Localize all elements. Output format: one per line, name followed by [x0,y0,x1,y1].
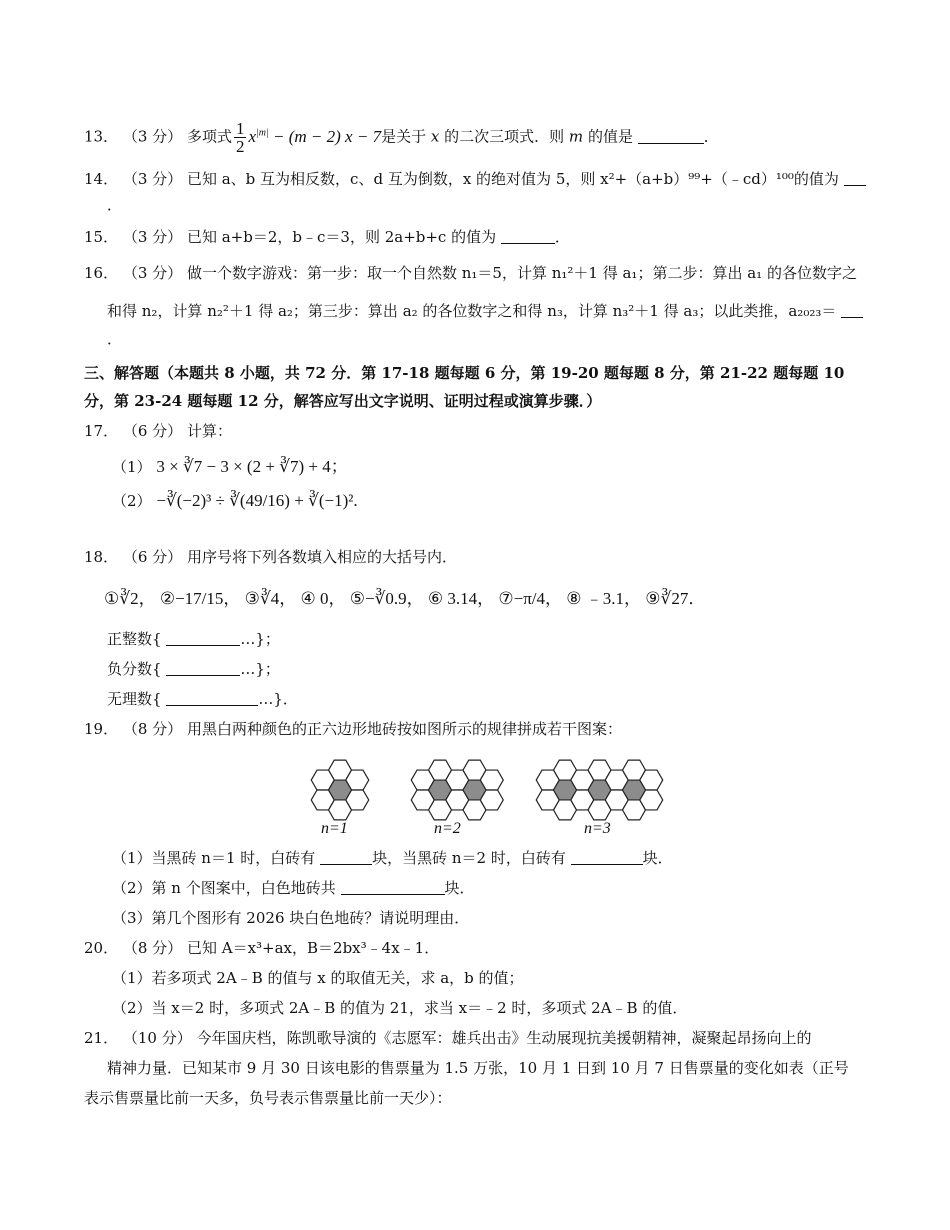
figure-label-n1: n=1 [321,820,348,837]
q14-answer-blank[interactable] [844,171,866,186]
q14-score: （3 分） [122,170,183,188]
q13-polynomial: $x^{|m|} - (m - 2) x - 7$ [248,126,382,146]
q15-text: 已知 a+b＝2，b﹣c＝3，则 2a+b+c 的值为 [186,228,497,246]
q16-line2: 和得 n₂，计算 n₂²＋1 得 a₂；第三步：算出 a₂ 的各位数字之和得 n₃，计算 n₃²＋1 得 a₃；以此类推，a₂₀₂₃＝ [107,302,837,320]
q18-number-list: ①∛2， ②−17/15， ③∛4， ④ 0， ⑤−∛0.9， ⑥ 3.14， ⑦−π/4， ⑧ ﹣3.1， ⑨∛27． [104,589,706,608]
q18-blank-positive-integers[interactable] [166,631,240,646]
q19-blank-1[interactable] [320,850,372,865]
q20-part1: （1）若多项式 2A﹣B 的值与 x 的取值无关，求 a，b 的值； [112,969,524,987]
black-hex-tile [623,780,646,800]
q20-part2: （2）当 x＝2 时，多项式 2A﹣B 的值为 21，求当 x＝﹣2 时，多项式 2A﹣B 的值． [112,999,688,1017]
q14-number: 14． [84,170,119,188]
q18-item: ④ 0 [300,589,329,608]
q16-end: ． [107,330,123,348]
q18-item: ⑥ 3.14 [427,589,478,608]
q18-item: ⑨∛27 [645,589,689,608]
q21-line2: 精神力量．已知某市 9 月 30 日该电影的售票量为 1.5 万张，10 月 1 日到 10 月 7 日售票量的变化如表（正号 [107,1059,849,1077]
q13-number: 13． [84,127,119,146]
q21-line3: 表示售票量比前一天多，负号表示售票量比前一天少）： [84,1089,452,1107]
q16-answer-blank[interactable] [841,303,863,318]
question-16 [84,262,857,283]
q21-score: （10 分） [122,1029,192,1047]
q18-item: ⑦−π/4 [498,589,546,608]
question-21 [84,1027,812,1048]
q16-number: 16． [84,264,119,282]
q18-number: 18． [84,548,119,566]
black-hex-tile [554,780,577,800]
q14-text: 已知 a、b 互为相反数，c、d 互为倒数，x 的绝对值为 5，则 x²+（a+b）⁹⁹+（﹣cd）¹⁰⁰的值为 [186,170,839,188]
q19-score: （8 分） [122,720,183,738]
q18-item: ⑧ ﹣3.1 [566,589,625,608]
q18-blank-negative-fractions[interactable] [166,661,240,676]
question-20 [84,937,439,958]
q18-positive-integers: 正整数{ …}； [107,630,280,648]
question-13: 13． （3 分） 多项式 $\frac{1}{2}$ $x^{|m|} - (m - 2) x - 7$是关于 x 的二次三项式．则 m 的值是 ． [84,119,719,156]
q18-item: ①∛2 [104,589,139,608]
q17-part1-expression: 3 × ∛7 − 3 × (2 + ∛7) + 4； [156,457,348,476]
question-15: 15． （3 分） 已知 a+b＝2，b﹣c＝3，则 2a+b+c 的值为 ． [84,228,570,246]
q18-irrationals: 无理数{ …}． [107,690,298,708]
q17-text: 计算： [186,422,232,440]
q18-item: ②−17/15 [159,589,224,608]
black-hex-tile [463,780,486,800]
black-hex-tile [429,780,452,800]
figure-label-n2: n=2 [434,820,461,837]
q17-part2: （2） −∛(−2)³ ÷ ∛(49/16) + ∛(−1)². [112,491,358,510]
q19-text: 用黑白两种颜色的正六边形地砖按如图所示的规律拼成若干图案： [186,720,622,738]
q18-item: ③∛4 [244,589,280,608]
q19-number: 19． [84,720,119,738]
section-3-header-line2: 分，第 23-24 题每题 12 分，解答应写出文字说明、证明过程或演算步骤．） [84,392,602,410]
question-18 [84,546,457,567]
q16-line2-wrap [107,300,863,321]
q18-blank-irrationals[interactable] [166,691,258,706]
q13-text: 多项式 [186,127,232,146]
q17-part2-expression: −∛(−2)³ ÷ ∛(49/16) + ∛(−1)². [156,491,358,510]
q15-number: 15． [84,228,119,246]
q15-score: （3 分） [122,228,183,246]
q19-blank-2[interactable] [571,850,643,865]
question-14 [84,168,866,189]
question-17 [84,420,232,441]
black-hex-tile [588,780,611,800]
q20-number: 20． [84,939,119,957]
q13-fraction: $\frac{1}{2}$ [235,119,245,156]
q19-blank-3[interactable] [341,880,445,895]
question-19 [84,718,622,739]
q16-score: （3 分） [122,264,183,282]
q17-score: （6 分） [122,422,183,440]
q13-answer-blank[interactable] [638,129,704,144]
q21-line1: 今年国庆档，陈凯歌导演的《志愿军：雄兵出击》生动展现抗美援朝精神，凝聚起昂扬向上的 [196,1029,812,1047]
q20-score: （8 分） [122,939,183,957]
q18-negative-fractions: 负分数{ …}； [107,660,280,678]
q15-answer-blank[interactable] [501,229,555,244]
q18-item: ⑤−∛0.9 [349,589,407,608]
section-3-header-line1: 三、解答题（本题共 8 小题，共 72 分．第 17-18 题每题 6 分，第 19-20 题每题 8 分，第 21-22 题每题 10 [84,364,845,382]
q18-score: （6 分） [122,548,183,566]
figure-label-n3: n=3 [584,820,611,837]
q17-part1: （1） 3 × ∛7 − 3 × (2 + ∛7) + 4； [112,457,348,476]
q18-text: 用序号将下列各数填入相应的大括号内． [186,548,457,566]
q17-number: 17． [84,422,119,440]
q14-end: ． [107,196,123,214]
q16-line1: 做一个数字游戏：第一步：取一个自然数 n₁＝5，计算 n₁²＋1 得 a₁；第二步：算出 a₁ 的各位数字之 [186,264,857,282]
q21-number: 21． [84,1029,119,1047]
black-hex-tile [329,780,352,800]
q19-part2: （2）第 n 个图案中，白色地砖共 块． [112,879,475,897]
q13-score: （3 分） [122,127,183,146]
q19-part1: （1）当黑砖 n＝1 时，白砖有 块，当黑砖 n＝2 时，白砖有 块． [112,849,673,867]
q20-text: 已知 A＝x³+ax，B＝2bx³﹣4x﹣1． [186,939,440,957]
hexagon-tile-figure [300,740,680,840]
q19-part3: （3）第几个图形有 2026 块白色地砖？请说明理由． [112,909,470,927]
